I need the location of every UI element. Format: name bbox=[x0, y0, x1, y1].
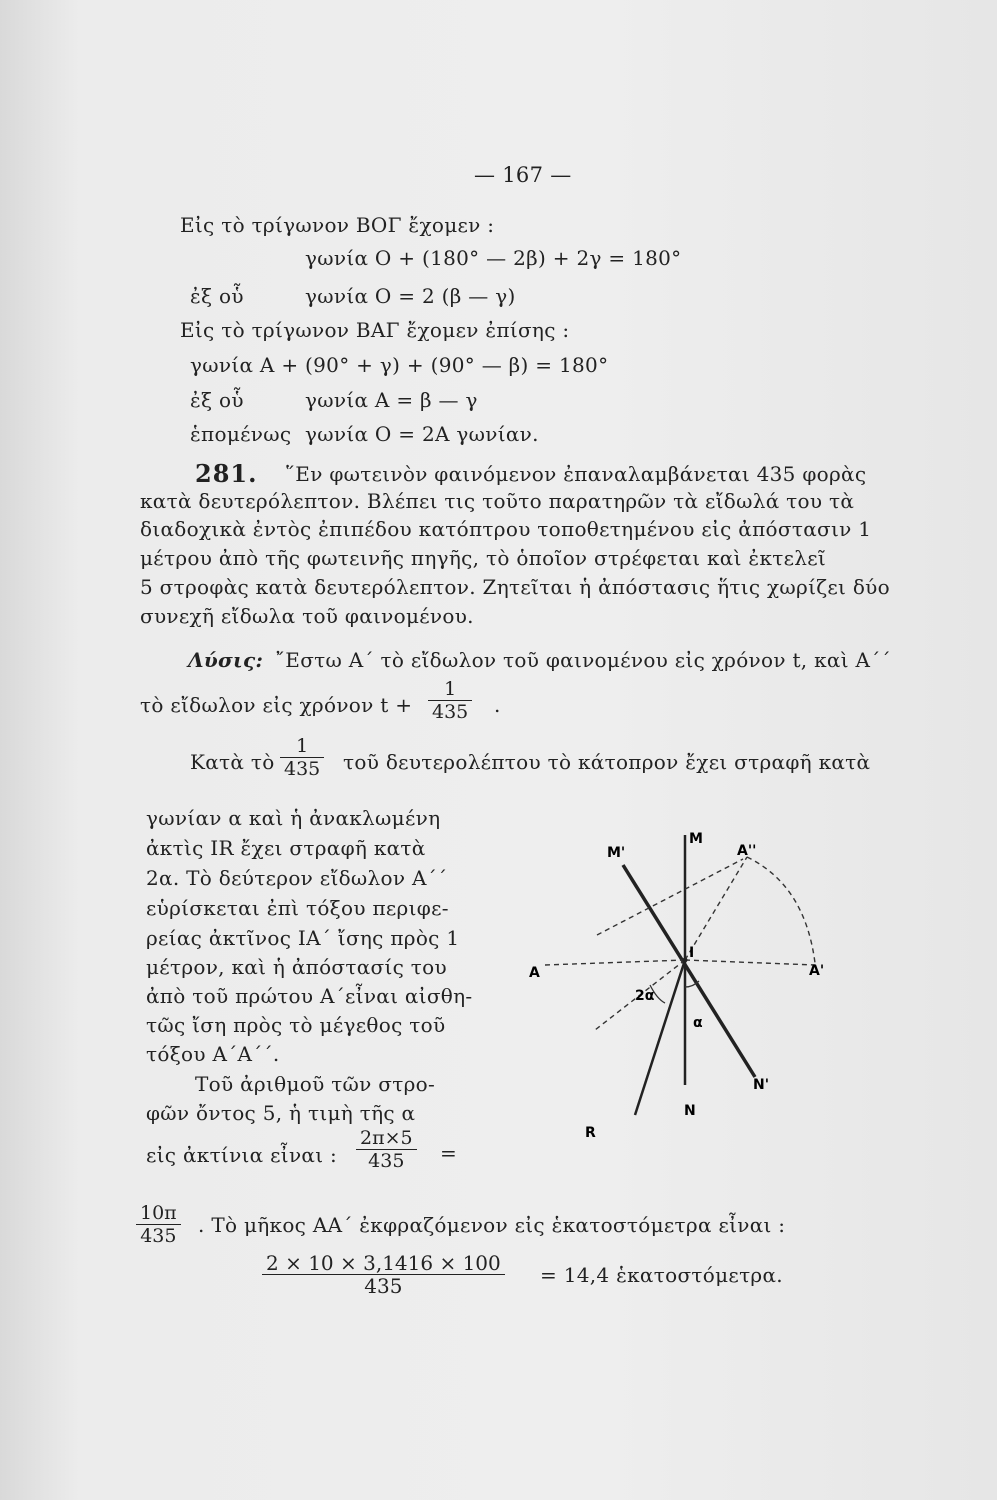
column-line: τόξου Α΄Α΄΄. bbox=[146, 1042, 280, 1066]
column-line: εἰς ἀκτίνια εἶναι : bbox=[146, 1143, 338, 1167]
ray-to-A2 bbox=[685, 857, 747, 960]
solution-line: Κατὰ τὸ bbox=[190, 750, 275, 774]
dashed-line-to-A2 bbox=[597, 859, 743, 935]
mirror-rotation-diagram bbox=[515, 815, 855, 1145]
paragraph-line: 5 στροφὰς κατὰ δευτερόλεπτον. Ζητεῖται ἡ ἀπόστασις ἥτις χωρίζει δύο bbox=[140, 575, 890, 599]
label-I: I bbox=[689, 945, 695, 961]
column-line: τῶς ἴση πρὸς τὸ μέγεθος τοῦ bbox=[146, 1013, 446, 1037]
label-N1: N' bbox=[753, 1077, 770, 1093]
reflected-ray-IR bbox=[635, 960, 685, 1115]
label-N: N bbox=[684, 1103, 696, 1119]
label-A2: A'' bbox=[737, 843, 757, 859]
paragraph-line: ῞Εν φωτεινὸν φαινόμενον ἐπαναλαμβάνεται 435 φορὰς bbox=[285, 462, 867, 486]
solution-line: τοῦ δευτερολέπτου τὸ κάτοπρον ἔχει στραφῆ κατὰ bbox=[343, 750, 871, 774]
text-line: Εἰς τὸ τρίγωνον ΒΟΓ ἔχομεν : bbox=[180, 213, 495, 237]
numerator: 2 × 10 × 3,1416 × 100 bbox=[266, 1251, 501, 1275]
solution-line: ῎Εστω Α΄ τὸ εἴδωλον τοῦ φαινομένου εἰς χρόνον t, καὶ Α΄΄ bbox=[275, 648, 891, 672]
equation-line: γωνία Ο + (180° — 2β) + 2γ = 180° bbox=[305, 246, 682, 270]
numerator: 2π×5 bbox=[360, 1127, 413, 1149]
ray-to-A1 bbox=[685, 960, 815, 965]
arc-A2-A1 bbox=[747, 857, 815, 963]
numerator: 10π bbox=[140, 1202, 177, 1224]
denominator: 435 bbox=[262, 1274, 505, 1297]
text-line: ἑπομένως bbox=[190, 422, 292, 446]
point-I bbox=[683, 958, 688, 963]
equation-line: γωνία Ο = 2 (β — γ) bbox=[305, 284, 516, 308]
text-line: Εἰς τὸ τρίγωνον ΒΑΓ ἔχομεν ἐπίσης : bbox=[180, 318, 570, 342]
label-M: M bbox=[689, 831, 703, 847]
equals-sign: = bbox=[440, 1141, 458, 1165]
denominator: 435 bbox=[356, 1149, 417, 1172]
paragraph-line: διαδοχικὰ ἐντὸς ἐπιπέδου κατόπτρου τοποθετημένου εἰς ἀπόστασιν 1 bbox=[140, 517, 872, 541]
incident-ray-A bbox=[545, 960, 685, 965]
label-A: A bbox=[529, 965, 540, 981]
column-line: μέτρον, καὶ ἡ ἀπόστασίς του bbox=[146, 955, 447, 979]
denominator: 435 bbox=[136, 1224, 181, 1247]
numerator: 1 bbox=[296, 735, 309, 757]
solution-line: . Τὸ μῆκος ΑΑ΄ ἐκφραζόμενον εἰς ἑκατοστόμετρα εἶναι : bbox=[198, 1213, 786, 1237]
column-line: ἀκτὶς IR ἔχει στραφῆ κατὰ bbox=[146, 836, 426, 860]
column-line: ἀπὸ τοῦ πρώτου Α΄εἶναι αἰσθη- bbox=[146, 984, 473, 1008]
equation-line: γωνία Α = β — γ bbox=[305, 388, 478, 412]
paragraph-line: μέτρου ἀπὸ τῆς φωτεινῆς πηγῆς, τὸ ὁποῖον στρέφεται καὶ ἐκτελεῖ bbox=[140, 546, 827, 570]
column-line: Τοῦ ἀριθμοῦ τῶν στρο- bbox=[195, 1072, 436, 1096]
paragraph-line: κατὰ δευτερόλεπτον. Βλέπει τις τοῦτο παρατηρῶν τὰ εἴδωλά του τὰ bbox=[140, 489, 855, 513]
column-line: ρείας ἀκτῖνος ΙΑ΄ ἴσης πρὸς 1 bbox=[146, 926, 460, 950]
equation-line: γωνία Ο = 2Α γωνίαν. bbox=[305, 422, 539, 446]
label-alpha: α bbox=[693, 1015, 703, 1031]
label-two-alpha: 2α bbox=[635, 988, 655, 1004]
text-line: ἐξ οὗ bbox=[190, 388, 244, 412]
paragraph-line: συνεχῆ εἴδωλα τοῦ φαινομένου. bbox=[140, 604, 474, 628]
solution-label: Λύσις: bbox=[188, 648, 264, 672]
fraction-10pi-over-435 bbox=[136, 1202, 181, 1247]
label-R: R bbox=[585, 1125, 596, 1141]
column-line: γωνίαν α καὶ ἡ ἀνακλωμένη bbox=[146, 806, 441, 830]
page-number: — 167 — bbox=[474, 163, 572, 187]
column-line: 2α. Τὸ δεύτερον εἴδωλον Α΄΄ bbox=[146, 866, 448, 890]
solution-line: τὸ εἴδωλον εἰς χρόνον t + bbox=[140, 693, 413, 717]
denominator: 435 bbox=[280, 757, 324, 780]
final-fraction bbox=[262, 1252, 505, 1297]
numerator: 1 bbox=[444, 678, 457, 700]
fraction-1-over-435 bbox=[280, 735, 324, 780]
column-line: εὑρίσκεται ἐπὶ τόξου περιφε- bbox=[146, 896, 449, 920]
label-M1: M' bbox=[607, 845, 626, 861]
mirror-line-M1-N1 bbox=[623, 865, 755, 1077]
section-number: 281. bbox=[195, 459, 258, 488]
label-A1: A' bbox=[809, 963, 825, 979]
final-result: = 14,4 ἑκατοστόμετρα. bbox=[540, 1263, 783, 1287]
text-line: ἐξ οὗ bbox=[190, 284, 244, 308]
fraction-1-over-435 bbox=[428, 678, 472, 723]
punctuation: . bbox=[494, 693, 501, 717]
denominator: 435 bbox=[428, 700, 472, 723]
column-line: φῶν ὄντος 5, ἡ τιμὴ τῆς α bbox=[146, 1101, 416, 1125]
fraction-2pi5-over-435 bbox=[356, 1127, 417, 1172]
equation-line: γωνία Α + (90° + γ) + (90° — β) = 180° bbox=[190, 353, 609, 377]
